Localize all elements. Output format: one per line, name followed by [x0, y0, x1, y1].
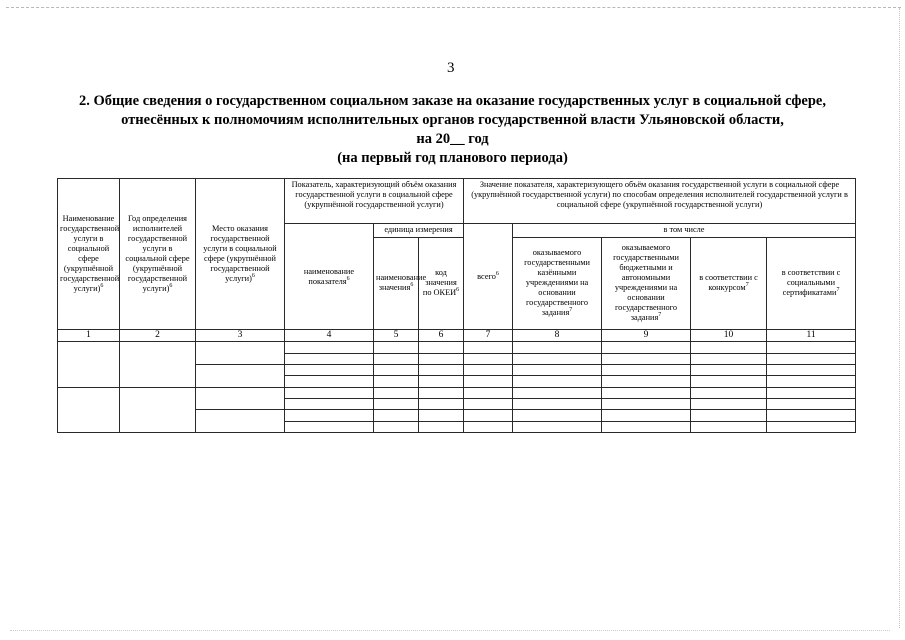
- table-cell: [374, 342, 419, 353]
- scan-edge-top: [6, 7, 901, 8]
- table-cell: [691, 410, 767, 421]
- column-number: 4: [285, 330, 374, 342]
- table-cell: [374, 376, 419, 387]
- table-cell: [419, 342, 464, 353]
- table-cell: [767, 376, 856, 387]
- table-cell: [602, 342, 691, 353]
- table-cell: [285, 376, 374, 387]
- table-cell: [767, 365, 856, 376]
- header-indicator-name: наименование показателя$^6$: [285, 224, 374, 330]
- table-cell: [419, 376, 464, 387]
- table-cell: [374, 387, 419, 398]
- table-cell: [419, 353, 464, 364]
- table-cell: [513, 342, 602, 353]
- table-cell: [419, 387, 464, 398]
- header-unit-group: единица измерения: [374, 224, 464, 237]
- table-cell: [602, 353, 691, 364]
- column-number: 10: [691, 330, 767, 342]
- table-cell: [464, 376, 513, 387]
- table-cell: [602, 410, 691, 421]
- header-state-institutions: оказываемого государственными казёнными учреждениями на основании государственного задания$^7$: [513, 237, 602, 330]
- table-cell: [602, 376, 691, 387]
- page-number: 3: [447, 60, 455, 76]
- header-unit-name: наименование значения$^6$: [374, 237, 419, 330]
- table-cell: [513, 387, 602, 398]
- table-cell: [464, 421, 513, 432]
- section-heading: [0, 92, 905, 168]
- table-cell: [374, 365, 419, 376]
- column-number: 2: [120, 330, 196, 342]
- column-number: 3: [196, 330, 285, 342]
- table-cell: [513, 398, 602, 409]
- column-number: 8: [513, 330, 602, 342]
- table-cell: [58, 387, 120, 432]
- table-cell: [464, 365, 513, 376]
- table-cell: [602, 387, 691, 398]
- table-cell: [419, 398, 464, 409]
- table-cell: [285, 387, 374, 398]
- heading-line-4: (на первый год планового периода): [337, 150, 568, 166]
- table-cell: [374, 410, 419, 421]
- table-cell: [196, 342, 285, 365]
- table-cell: [767, 410, 856, 421]
- table-cell: [691, 421, 767, 432]
- header-including: в том числе: [513, 224, 856, 237]
- table-cell: [120, 387, 196, 432]
- table-cell: [374, 353, 419, 364]
- table-cell: [58, 342, 120, 387]
- table-cell: [691, 387, 767, 398]
- heading-line-2: отнесённых к полномочиям исполнительных органов государственной власти Ульяновской области,: [121, 112, 784, 128]
- header-total: всего$^6$: [464, 224, 513, 330]
- column-number: 11: [767, 330, 856, 342]
- table-cell: [691, 353, 767, 364]
- table-cell: [196, 365, 285, 388]
- scan-edge-bottom: [10, 630, 890, 631]
- table-cell: [767, 387, 856, 398]
- table-cell: [374, 421, 419, 432]
- table-cell: [464, 387, 513, 398]
- table-cell: [196, 387, 285, 410]
- header-okei-code: код значения по ОКЕИ$^6$: [419, 237, 464, 330]
- header-competition: в соответствии с конкурсом$^7$: [691, 237, 767, 330]
- column-number: 7: [464, 330, 513, 342]
- column-number: 9: [602, 330, 691, 342]
- table-cell: [285, 365, 374, 376]
- table-cell: [464, 410, 513, 421]
- column-number: 5: [374, 330, 419, 342]
- table-cell: [513, 365, 602, 376]
- table-cell: [285, 342, 374, 353]
- header-value-group: Значение показателя, характеризующего объём оказания государственной услуги в социальной сфере (укрупнённой государственной услуги) по способам определения исполнителей государственной услуги в социальной сфере (укрупнённой государственной услуги): [464, 179, 856, 224]
- table-cell: [767, 353, 856, 364]
- table-cell: [602, 365, 691, 376]
- column-number: 1: [58, 330, 120, 342]
- table-cell: [285, 421, 374, 432]
- table-cell: [513, 353, 602, 364]
- header-certificates: в соответствии с социальными сертификатами$^7$: [767, 237, 856, 330]
- header-indicator-group: Показатель, характеризующий объём оказания государственной услуги в социальной сфере (укрупнённой государственной услуги): [285, 179, 464, 224]
- table-cell: [691, 365, 767, 376]
- table-cell: [196, 410, 285, 433]
- table-cell: [419, 365, 464, 376]
- table-cell: [285, 353, 374, 364]
- table-cell: [464, 353, 513, 364]
- table-cell: [513, 410, 602, 421]
- table-cell: [691, 398, 767, 409]
- table-cell: [691, 376, 767, 387]
- table-cell: [767, 421, 856, 432]
- table-cell: [374, 398, 419, 409]
- table-cell: [513, 421, 602, 432]
- table-cell: [602, 398, 691, 409]
- table-cell: [419, 421, 464, 432]
- header-budget-institutions: оказываемого государственными бюджетными и автономными учреждениями на основании государственного задания$^7$: [602, 237, 691, 330]
- social-order-table: [57, 178, 856, 433]
- table-cell: [464, 342, 513, 353]
- table-cell: [691, 342, 767, 353]
- table-cell: [513, 376, 602, 387]
- column-number: 6: [419, 330, 464, 342]
- table-cell: [285, 398, 374, 409]
- header-place: Место оказания государственной услуги в социальной сфере (укрупнённой государственной услуги)$^6$: [196, 179, 285, 330]
- heading-line-3: на 20__ год: [416, 131, 489, 147]
- table-cell: [285, 410, 374, 421]
- table-cell: [120, 342, 196, 387]
- heading-line-1: 2. Общие сведения о государственном социальном заказе на оказание государственных услуг в социальной сфере,: [79, 93, 826, 109]
- table-cell: [602, 421, 691, 432]
- table-cell: [419, 410, 464, 421]
- header-year: Год определения исполнителей государственной услуги в социальной сфере (укрупнённой государственной услуги)$^6$: [120, 179, 196, 330]
- table-cell: [767, 342, 856, 353]
- table-cell: [767, 398, 856, 409]
- header-service-name: Наименование государственной услуги в социальной сфере (укрупнённой государственной услуги)$^6$: [58, 179, 120, 330]
- table-cell: [464, 398, 513, 409]
